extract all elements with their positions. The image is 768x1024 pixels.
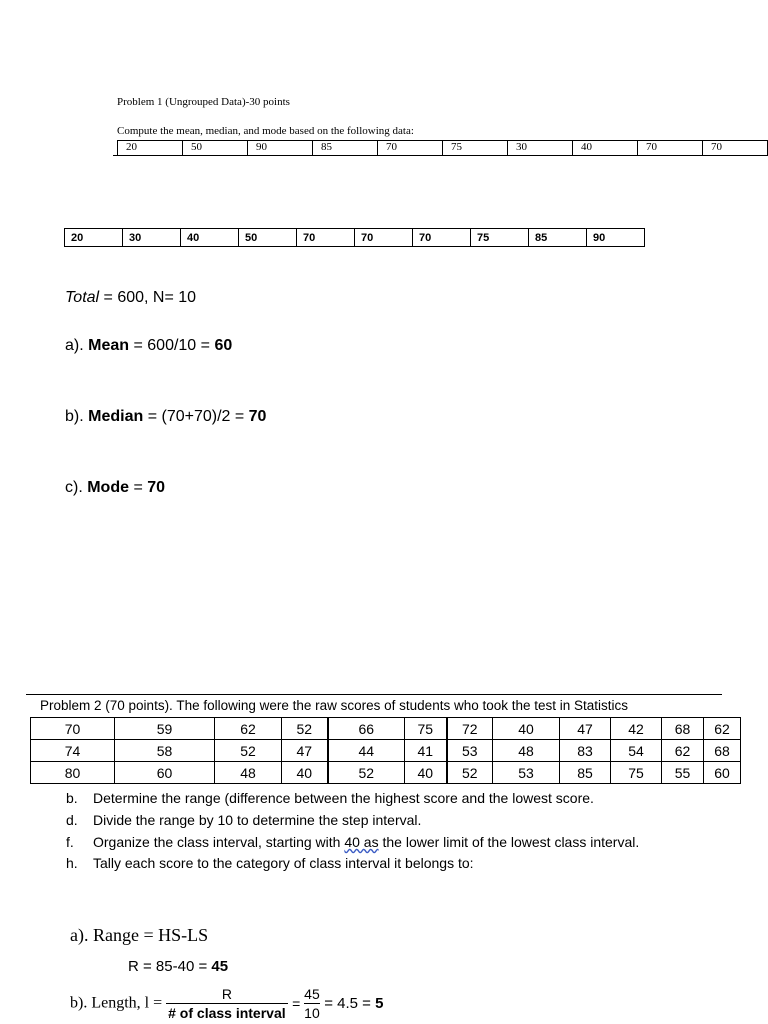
table-row (31, 762, 741, 784)
fraction-denominator: # of class interval (168, 1005, 286, 1021)
fraction-numerator: 45 (304, 986, 320, 1002)
mode-line (65, 479, 165, 497)
instruction-f (66, 834, 639, 850)
raw-data-cell: 30 (508, 141, 573, 156)
length-formula (70, 985, 383, 1022)
instruction-text: Determine the range (difference between the highest score and the lowest score. (93, 790, 594, 806)
instruction-d (66, 812, 421, 828)
range-result: 45 (211, 958, 229, 975)
score-cell: 52 (447, 762, 493, 784)
score-cell: 40 (493, 718, 560, 740)
score-cell: 62 (662, 740, 704, 762)
score-cell: 72 (447, 718, 493, 740)
fraction-denominator: 10 (304, 1005, 320, 1021)
instruction-letter: d. (66, 812, 78, 828)
equals-sign: = (292, 995, 305, 1012)
instruction-text: Divide the range by 10 to determine the step interval. (93, 812, 422, 828)
score-cell: 41 (405, 740, 447, 762)
sorted-data-cell: 70 (297, 229, 355, 247)
total-text: = 600, N= 10 (99, 289, 197, 306)
mode-label: Mode (87, 479, 129, 496)
table-row (31, 718, 741, 740)
sorted-data-cell: 20 (65, 229, 123, 247)
score-cell: 74 (31, 740, 115, 762)
score-cell: 68 (662, 718, 704, 740)
sorted-data-cell: 70 (355, 229, 413, 247)
divider-line (113, 155, 705, 156)
raw-data-table (117, 140, 768, 156)
score-cell: 70 (31, 718, 115, 740)
score-cell: 62 (215, 718, 282, 740)
score-cell: 47 (560, 718, 611, 740)
instruction-b (66, 790, 594, 806)
range-expr: R = 85-40 = (128, 958, 212, 975)
score-cell: 60 (704, 762, 741, 784)
score-cell: 47 (282, 740, 328, 762)
spellcheck-highlight: 40 as (344, 834, 379, 850)
range-calc (128, 958, 228, 975)
instruction-letter: h. (66, 855, 78, 871)
score-cell: 68 (704, 740, 741, 762)
problem2-title: Problem 2 (70 points). The following were the raw scores of students who took the test in Statistics (40, 698, 629, 713)
score-cell: 55 (662, 762, 704, 784)
mode-result: 70 (147, 479, 166, 496)
mean-result: 60 (214, 337, 233, 354)
sorted-data-cell: 70 (413, 229, 471, 247)
raw-data-cell: 50 (183, 141, 248, 156)
raw-data-cell: 70 (378, 141, 443, 156)
mean-label: Mean (88, 337, 130, 354)
score-cell: 75 (405, 718, 447, 740)
length-result: 5 (375, 995, 384, 1012)
score-cell: 53 (447, 740, 493, 762)
raw-data-cell: 85 (313, 141, 378, 156)
instruction-text: Tally each score to the category of class interval it belongs to: (93, 855, 474, 871)
median-prefix: b). (65, 408, 89, 425)
instruction-letter: f. (66, 834, 74, 850)
mean-expr: = 600/10 = (129, 337, 215, 354)
mode-expr: = (129, 479, 148, 496)
instruction-text: Organize the class interval, starting with (93, 834, 345, 850)
score-cell: 48 (493, 740, 560, 762)
length-approx: = 4.5 = (324, 995, 376, 1012)
score-cell: 52 (215, 740, 282, 762)
score-cell: 83 (560, 740, 611, 762)
median-line (65, 408, 266, 426)
mean-prefix: a). (65, 337, 89, 354)
length-prefix: b). Length, l = (70, 994, 167, 1012)
score-cell: 52 (282, 718, 328, 740)
score-cell: 53 (493, 762, 560, 784)
score-cell: 85 (560, 762, 611, 784)
raw-data-cell: 70 (638, 141, 703, 156)
score-cell: 66 (328, 718, 405, 740)
instruction-text: the lower limit of the lowest class interval. (378, 834, 640, 850)
score-cell: 75 (611, 762, 662, 784)
table-row (31, 740, 741, 762)
score-cell: 52 (328, 762, 405, 784)
score-cell: 62 (704, 718, 741, 740)
sorted-data-cell: 75 (471, 229, 529, 247)
sorted-data-cell: 50 (239, 229, 297, 247)
raw-data-cell: 70 (703, 141, 768, 156)
scores-table (30, 717, 741, 784)
median-result: 70 (248, 408, 267, 425)
mode-prefix: c). (65, 479, 88, 496)
problem1-title: Problem 1 (Ungrouped Data)-30 points (117, 96, 290, 108)
fraction-45-over-10 (304, 985, 320, 1022)
score-cell: 40 (282, 762, 328, 784)
divider-line (26, 694, 722, 695)
raw-data-cell: 75 (443, 141, 508, 156)
total-line (65, 289, 196, 307)
score-cell: 59 (115, 718, 215, 740)
raw-data-cell: 90 (248, 141, 313, 156)
range-formula: a). Range = HS-LS (70, 925, 209, 945)
score-cell: 44 (328, 740, 405, 762)
sorted-data-table (64, 228, 645, 247)
raw-data-cell: 20 (118, 141, 183, 156)
sorted-data-cell: 40 (181, 229, 239, 247)
score-cell: 42 (611, 718, 662, 740)
fraction-numerator: R (221, 986, 232, 1002)
instruction-h (66, 855, 474, 871)
problem1-instruction: Compute the mean, median, and mode based on the following data: (117, 125, 414, 137)
median-expr: = (70+70)/2 = (143, 408, 249, 425)
score-cell: 40 (405, 762, 447, 784)
score-cell: 54 (611, 740, 662, 762)
score-cell: 48 (215, 762, 282, 784)
instruction-letter: b. (66, 790, 78, 806)
total-label: Total (65, 289, 100, 306)
median-label: Median (88, 408, 144, 425)
sorted-data-cell: 30 (123, 229, 181, 247)
raw-data-cell: 40 (573, 141, 638, 156)
mean-line (65, 337, 232, 355)
score-cell: 60 (115, 762, 215, 784)
sorted-data-cell: 85 (529, 229, 587, 247)
fraction-r-over-classes (166, 985, 288, 1022)
sorted-data-cell: 90 (587, 229, 645, 247)
score-cell: 58 (115, 740, 215, 762)
score-cell: 80 (31, 762, 115, 784)
